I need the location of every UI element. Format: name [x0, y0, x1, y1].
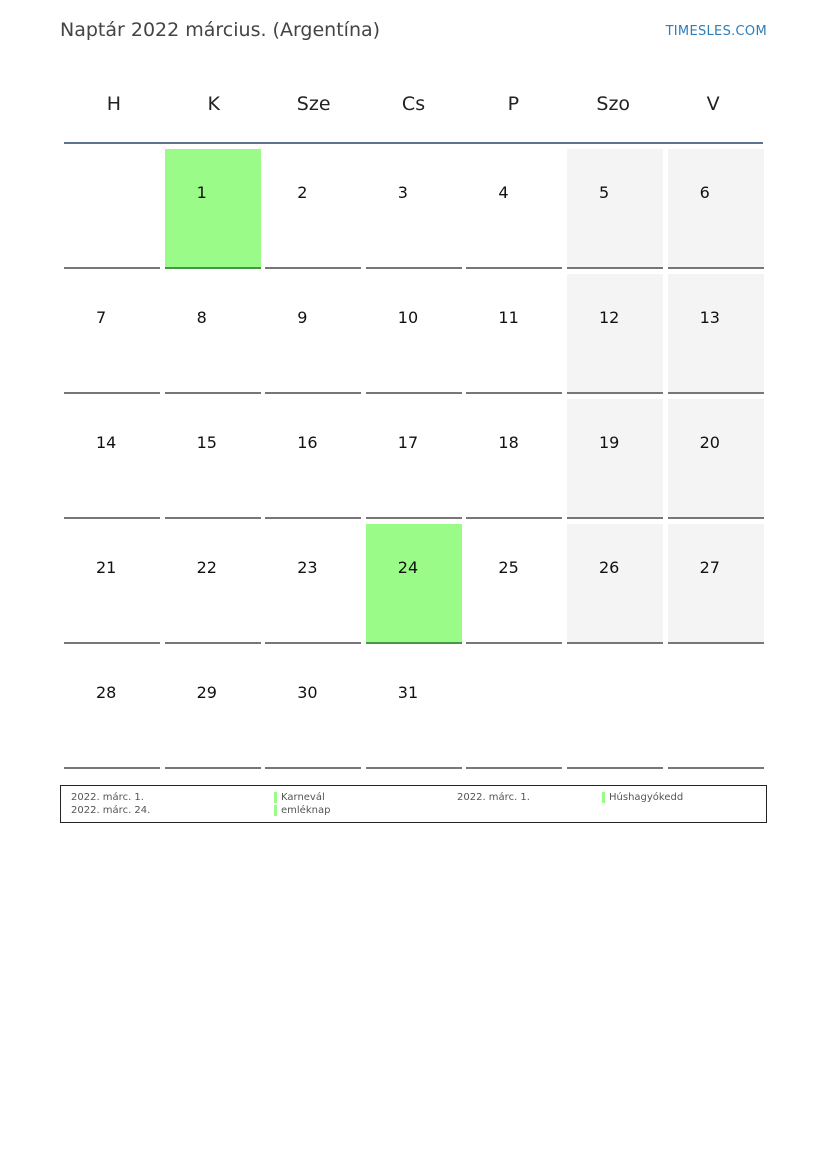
calendar-day-cell	[165, 274, 261, 394]
calendar-day-cell	[265, 399, 361, 519]
page-title: Naptár 2022 március. (Argentína)	[60, 19, 381, 41]
day-number: 6	[699, 183, 710, 202]
calendar-empty-cell	[567, 649, 663, 769]
legend-holiday-name: Karnevál	[274, 791, 325, 804]
weekday-label: P	[507, 93, 520, 115]
weekday-label: Sze	[296, 93, 331, 115]
legend-date: 2022. márc. 1.	[457, 792, 530, 803]
calendar-day-cell	[668, 524, 764, 644]
day-number: 8	[196, 308, 207, 327]
weekday-label: Cs	[401, 93, 426, 115]
calendar-day-cell	[366, 399, 462, 519]
legend-holiday-name: Húshagyókedd	[602, 791, 683, 804]
calendar-day-cell	[165, 149, 261, 269]
day-number: 10	[397, 308, 419, 327]
calendar-empty-cell	[668, 649, 764, 769]
legend-date: 2022. márc. 1.	[71, 792, 144, 803]
calendar-day-cell	[165, 649, 261, 769]
calendar-day-cell	[165, 399, 261, 519]
calendar-day-cell	[466, 399, 562, 519]
day-number: 17	[397, 433, 419, 452]
legend-date: 2022. márc. 24.	[71, 805, 151, 816]
calendar-day-cell	[366, 149, 462, 269]
weekday-label: H	[106, 93, 122, 115]
day-number: 4	[498, 183, 509, 202]
calendar-day-cell	[668, 399, 764, 519]
day-number: 23	[297, 558, 318, 577]
day-number: 11	[498, 308, 519, 327]
day-number: 3	[397, 183, 408, 202]
calendar-day-cell	[567, 149, 663, 269]
day-number: 29	[196, 683, 217, 702]
day-number: 15	[196, 433, 217, 452]
calendar-day-cell	[466, 149, 562, 269]
calendar-day-cell	[265, 649, 361, 769]
calendar-day-cell	[668, 149, 764, 269]
day-number: 7	[96, 308, 107, 327]
calendar-day-cell	[466, 274, 562, 394]
calendar-day-cell	[668, 274, 764, 394]
calendar-day-cell	[64, 649, 160, 769]
weekday-label: V	[706, 93, 720, 115]
calendar-day-cell	[64, 399, 160, 519]
calendar-day-cell	[64, 524, 160, 644]
day-number: 12	[599, 308, 620, 327]
calendar-day-cell	[466, 524, 562, 644]
calendar-day-cell	[366, 524, 462, 644]
weekday-label: Szo	[596, 93, 631, 115]
day-number: 13	[699, 308, 720, 327]
day-number: 31	[397, 683, 419, 702]
day-number: 25	[498, 558, 519, 577]
day-number: 26	[599, 558, 620, 577]
header-divider	[64, 142, 763, 144]
calendar-day-cell	[64, 274, 160, 394]
day-number: 19	[599, 433, 620, 452]
day-number: 2	[297, 183, 308, 202]
day-number: 21	[96, 558, 117, 577]
holiday-legend	[60, 785, 767, 823]
calendar-day-cell	[366, 274, 462, 394]
calendar-day-cell	[567, 274, 663, 394]
day-number: 16	[297, 433, 318, 452]
calendar-day-cell	[265, 274, 361, 394]
legend-holiday-name: emléknap	[274, 804, 330, 817]
day-number: 14	[96, 433, 117, 452]
calendar-day-cell	[265, 149, 361, 269]
calendar-day-cell	[366, 649, 462, 769]
day-number: 24	[397, 558, 419, 577]
day-number: 20	[699, 433, 720, 452]
day-number: 5	[599, 183, 610, 202]
day-number: 9	[297, 308, 308, 327]
day-number: 28	[96, 683, 117, 702]
calendar-empty-cell	[466, 649, 562, 769]
calendar-day-cell	[165, 524, 261, 644]
weekday-header	[64, 80, 763, 128]
day-number: 22	[196, 558, 217, 577]
calendar-day-cell	[567, 524, 663, 644]
day-number: 27	[699, 558, 720, 577]
calendar-day-cell	[265, 524, 361, 644]
calendar-day-cell	[567, 399, 663, 519]
day-number: 1	[196, 183, 207, 202]
calendar-empty-cell	[64, 149, 160, 269]
site-link[interactable]: TIMESLES.COM	[665, 24, 767, 39]
day-number: 30	[297, 683, 318, 702]
day-number: 18	[498, 433, 519, 452]
weekday-label: K	[207, 93, 221, 115]
